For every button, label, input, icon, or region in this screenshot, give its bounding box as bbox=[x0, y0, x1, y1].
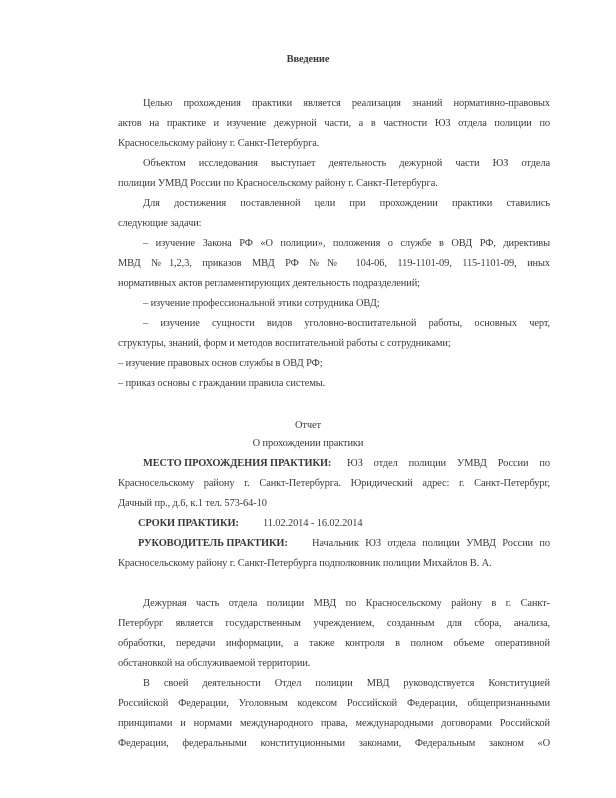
report-body-line: Российской Федерации, Уголовным кодексом Российской Федерации, общепризнанными bbox=[118, 698, 550, 709]
intro-line: актов на практике и изучение дежурной части, а в частности ЮЗ отдела полиции по bbox=[118, 118, 550, 129]
task-item: – изучение сущности видов уголовно-воспитательной работы, основных черт, bbox=[143, 318, 550, 329]
intro-line: Целью прохождения практики является реализация знаний нормативно-правовых bbox=[143, 98, 550, 109]
report-body-line: Федерации, федеральными конституционными законами, Федеральным законом «О bbox=[118, 738, 550, 749]
place-line: Красносельскому району г. Санкт-Петербурга. Юридический адрес: г. Санкт-Петербург, bbox=[118, 478, 550, 489]
report-body-line: В своей деятельности Отдел полиции МВД руководствуется Конституцией bbox=[143, 678, 550, 689]
task-item: – изучение правовых основ службы в ОВД РФ; bbox=[118, 358, 323, 369]
intro-title: Введение bbox=[286, 54, 330, 65]
place-line: Дачный пр., д.6, к.1 тел. 573-64-10 bbox=[118, 498, 267, 509]
report-body-line: Дежурная часть отдела полиции МВД по Красносельскому району в г. Санкт- bbox=[143, 598, 550, 609]
task-item: – изучение профессиональной этики сотрудника ОВД; bbox=[143, 298, 380, 309]
report-body-line: Петербург является государственным учреждением, созданным для сбора, анализа, bbox=[118, 618, 550, 629]
report-title: Отчет bbox=[295, 420, 321, 431]
intro-line: Объектом исследования выступает деятельность дежурной части ЮЗ отдела bbox=[143, 158, 550, 169]
task-item: – приказ основы с граждании правила системы. bbox=[118, 378, 326, 389]
task-item: структуры, знаний, форм и методов воспитательной работы с сотрудниками; bbox=[118, 338, 451, 349]
report-body-line: обработки, передачи информации, а также контроля в полном объеме оперативной bbox=[118, 638, 550, 649]
task-item: нормативных актов регламентирующих деятельность подразделений; bbox=[118, 278, 420, 289]
report-subtitle: О прохождении практики bbox=[252, 438, 364, 449]
place-label: МЕСТО ПРОХОЖДЕНИЯ ПРАКТИКИ: bbox=[143, 458, 332, 469]
report-body-line: обстановкой на обслуживаемой территории. bbox=[118, 658, 311, 669]
supervisor-line: Начальник ЮЗ отдела полиции УМВД России по bbox=[312, 538, 550, 549]
task-item: МВД №1,2,3, приказов МВД РФ №№ 104-06, 119-1101-09, 115-1101-09, иных bbox=[118, 258, 550, 269]
place-line: ЮЗ отдел полиции УМВД России по bbox=[347, 458, 550, 469]
intro-line: следующие задачи: bbox=[118, 218, 202, 229]
dates-value: 11.02.2014 - 16.02.2014 bbox=[263, 518, 363, 529]
intro-line: Красносельскому району г. Санкт-Петербурга. bbox=[118, 138, 320, 149]
intro-line: полиции УМВД России по Красносельскому району г. Санкт-Петербурга. bbox=[118, 178, 438, 189]
intro-line: Для достижения поставленной цели при прохождении практики ставились bbox=[143, 198, 550, 209]
dates-label: СРОКИ ПРАКТИКИ: bbox=[138, 518, 239, 529]
task-item: – изучение Закона РФ «О полиции», положения о службе в ОВД РФ, директивы bbox=[143, 238, 550, 249]
supervisor-label: РУКОВОДИТЕЛЬ ПРАКТИКИ: bbox=[138, 538, 288, 549]
supervisor-line: Красносельскому району г. Санкт-Петербурга подполковник полиции Михайлов В. А. bbox=[118, 558, 492, 569]
report-body-line: принципами и нормами международного права, международными договорами Российской bbox=[118, 718, 550, 729]
